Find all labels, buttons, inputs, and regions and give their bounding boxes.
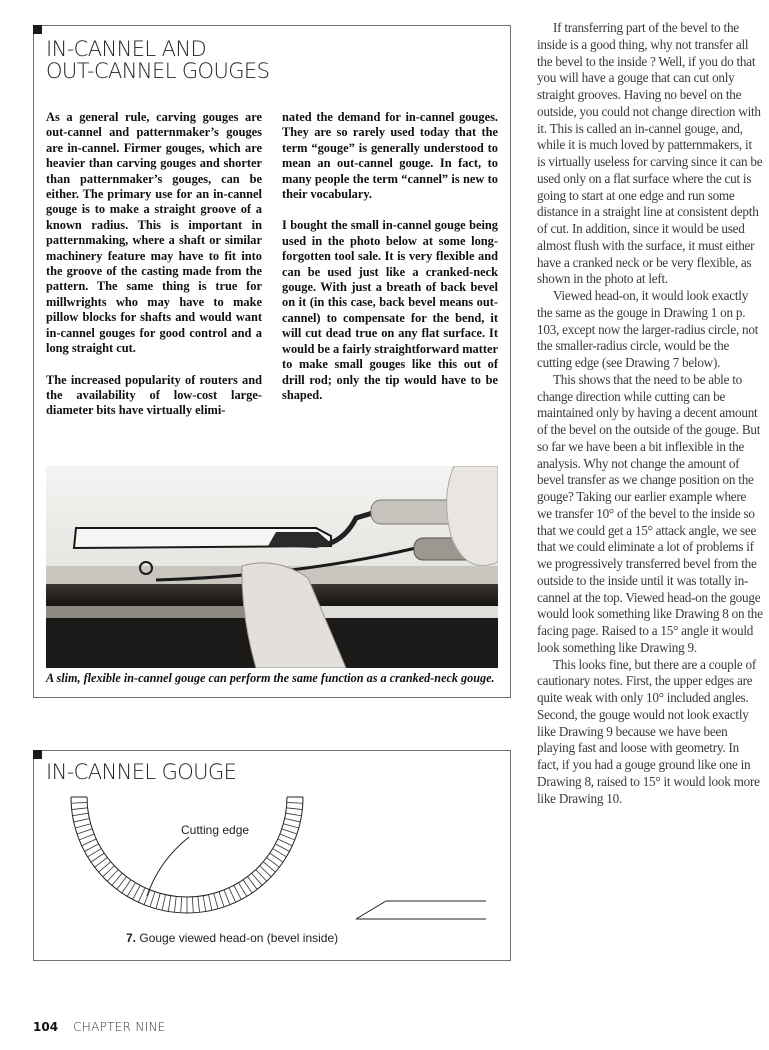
hatch-line xyxy=(150,892,155,907)
sidebar-box xyxy=(33,25,511,698)
sidebar-paragraph: The increased popularity of routers and the availability of low-cost large-diameter bits have virtually elimi- xyxy=(46,372,262,418)
bench-rail xyxy=(46,606,276,618)
main-paragraph: This looks fine, but there are a couple of cautionary notes. First, the upper edges are quite weak with only 10° included angles. Second, the gouge would not look exactly like Drawing 9 because we have been playing fast and loose with geometry. In fact, if you had a gouge ground like one in Drawing 8, raised to 15° it would look more like Drawing 10. xyxy=(537,656,760,806)
hatch-line xyxy=(85,844,99,851)
hatch-line xyxy=(192,897,193,913)
hatch-line xyxy=(181,897,182,913)
photo-caption: A slim, flexible in-cannel gouge can perform the same function as a cranked-neck gouge. xyxy=(46,671,495,685)
hatch-line xyxy=(73,813,89,816)
sidebar-title-line2: OUT-CANNEL GOUGES xyxy=(46,59,270,83)
hatch-line xyxy=(162,895,165,911)
sidebar-columns xyxy=(46,110,498,435)
hatch-line xyxy=(286,808,302,810)
hatch-line xyxy=(270,853,283,862)
drawing-title: IN-CANNEL GOUGE xyxy=(46,760,237,784)
figure-number: 7. xyxy=(126,931,137,945)
sidebar-paragraph: As a general rule, carving gouges are out-cannel and patternmaker’s gouges are in-cannel. Firmer gouges, which are heavier than carving gouges and shorter than patternmaker’s gouges, can be either. The primary use for an in-cannel gouge is to make a straight groove of a known radius. This is important in patternmaking, where a shaft or similar machinery feature may have to fit into the groove of the casting made from the pattern. The same thing is true for millwrights who may have to make pillow blocks for shafts and would want in-cannel gouges for good control and a long straight cut. xyxy=(46,110,262,356)
hatch-line xyxy=(283,824,298,828)
hatch-line xyxy=(285,818,301,821)
cutting-edge-label: Cutting edge xyxy=(181,823,250,837)
bevel-side-view xyxy=(356,901,486,919)
hatch-line xyxy=(278,839,293,846)
hatch-line xyxy=(144,890,150,905)
sidebar-paragraph: I bought the small in-cannel gouge being used in the photo below at some long-forgotten tool sale. It is very flexible and can be used just like a cranked-neck gouge. With just a breath of back bevel on it (in this case, back bevel means out-cannel) to compensate for the bend, it will cut dead true on any flat surface. It would be a fairly straightforward matter to make small gouges like this out of drill rod; only the tip would have to be shaped. xyxy=(282,218,498,402)
figure-caption xyxy=(126,931,338,945)
hatch-line xyxy=(71,802,87,803)
section-marker xyxy=(33,25,42,34)
hatch-line xyxy=(122,880,131,893)
hatch-line xyxy=(286,813,302,816)
sidebar-paragraph: nated the demand for in-cannel gouges. They are so rarely used today that the term “gouge” is generally understood to mean an out-cannel gouge. In fact, to many people the term “cannel” is new to their vocabulary. xyxy=(282,110,498,202)
sidebar-title xyxy=(46,38,269,82)
main-paragraph: Viewed head-on, it would look exactly the same as the gouge in Drawing 1 on p. 103, except now the larger-radius circle, not the smaller-radius circle, would be the cutting edge (see Drawing 7 below). xyxy=(537,288,759,370)
hatch-line xyxy=(75,824,90,828)
hatch-line xyxy=(282,829,297,834)
hatch-line xyxy=(82,839,97,846)
main-paragraph: This shows that the need to be able to change direction while cutting can be maintained only by having a decent amount of the bevel on the outside of the gouge. But so far we have been a bit inflexible in the analysis. Why not change the amount of bevel transfer as we change position on the gouge? Taking our earlier example where we transfer 10° of the bevel to the inside so that we could get a 15° attack angle, we see that we could eliminate a lot of problems if we progressively transferred bevel from the outside to the inside until it was totally in-cannel at the top. Viewed head-on the gouge would look something like Drawing 8 on the facing page. Raised to a 15° angle it would look something like Drawing 9. xyxy=(537,371,763,655)
drawing-box xyxy=(33,750,511,961)
hatch-line xyxy=(133,885,140,899)
hatch-line xyxy=(74,818,90,821)
hatch-line xyxy=(224,890,230,905)
hatch-line xyxy=(280,834,295,840)
hatch-line xyxy=(72,808,88,810)
hatch-line xyxy=(208,895,211,911)
hatch-line xyxy=(243,880,252,893)
hatch-line xyxy=(198,896,200,912)
hatch-line xyxy=(77,829,92,834)
page-number: 104 xyxy=(33,1020,59,1034)
hatch-line xyxy=(138,888,145,903)
gouge-photo-illustration xyxy=(46,466,498,668)
hatch-line xyxy=(287,802,303,803)
hatch-line xyxy=(275,844,289,851)
hatch-line xyxy=(91,853,104,862)
gouge-photo xyxy=(46,466,498,668)
hatch-line xyxy=(79,834,94,840)
sidebar-column-2 xyxy=(282,110,498,435)
figure-caption-text: Gouge viewed head-on (bevel inside) xyxy=(139,931,339,945)
sidebar-column-1 xyxy=(46,110,262,435)
hatch-line xyxy=(214,893,218,908)
hatch-line xyxy=(273,849,287,857)
hatch-line xyxy=(219,892,224,907)
hatch-line xyxy=(239,883,247,897)
main-paragraph: If transferring part of the bevel to the inside is a good thing, why not transfer all the bevel to the inside ? Well, if you do that you will have a gouge that can cut only straight grooves. Having no bevel on the outside, you could not change direction with it. This is called an in-cannel gouge, and, while it is much loved by patternmakers, it is virtually useless for carving since it can be used only on a flat surface where the cut is going to start at one edge and run some distance in a straight line at consistent depth of cut. In addition, since it would be used almost flush with the surface, it must either have a cranked neck or be very flexible, as shown in the photo at left. xyxy=(537,20,763,287)
leader-line xyxy=(147,837,189,896)
hatch-line xyxy=(234,885,241,899)
main-text-column xyxy=(537,20,763,807)
page-footer xyxy=(33,1020,166,1035)
hatch-line xyxy=(88,849,102,857)
hatch-line xyxy=(203,896,206,912)
gouge-cross-section xyxy=(71,797,303,913)
hatch-line xyxy=(156,893,160,908)
inner-edge xyxy=(87,797,287,897)
hatch-line xyxy=(168,896,171,912)
sidebar-title-line1: IN-CANNEL AND xyxy=(46,37,207,61)
hatch-line xyxy=(127,883,135,897)
chapter-label: CHAPTER NINE xyxy=(73,1020,166,1034)
hatch-line xyxy=(174,896,176,912)
hatch-line xyxy=(229,888,236,903)
